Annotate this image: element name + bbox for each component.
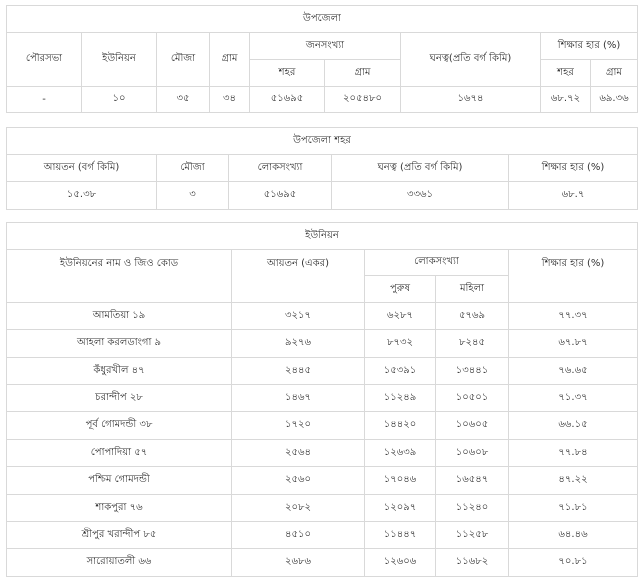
cell-area: ২৪৪৫ — [232, 358, 365, 385]
table-row — [7, 522, 638, 549]
cell-area: ১৫.৩৮ — [7, 182, 157, 210]
header-literacy: শিক্ষার হার (%) — [541, 33, 638, 60]
cell-population-rural: ২০৫৪৮০ — [325, 87, 401, 113]
header-literacy-rural: গ্রাম — [591, 60, 638, 87]
cell-area: ২৫৬০ — [232, 467, 365, 495]
cell-literacy: ৬৪.৪৬ — [509, 522, 638, 549]
header-literacy: শিক্ষার হার (%) — [509, 250, 638, 303]
cell-name: চরান্দীপ ২৮ — [7, 385, 232, 412]
cell-male: ১৪৪২০ — [365, 412, 436, 440]
cell-literacy-urban: ৬৮.৭২ — [541, 87, 591, 113]
header-population-urban: শহর — [250, 60, 325, 87]
cell-name: শ্রীপুর খরান্দীপ ৮৫ — [7, 522, 232, 549]
table-row — [7, 303, 638, 330]
upazila-table-title: উপজেলা — [7, 6, 638, 33]
table-row — [7, 87, 638, 113]
table-row — [7, 385, 638, 412]
header-population: লোকসংখ্যা — [365, 250, 509, 276]
cell-male: ১৫৩৯১ — [365, 358, 436, 385]
cell-literacy: ৬৭.৮৭ — [509, 330, 638, 358]
cell-male: ১২০৯৭ — [365, 495, 436, 522]
cell-male: ৮৭৩২ — [365, 330, 436, 358]
cell-female: ১৬৫৪৭ — [436, 467, 509, 495]
cell-literacy-rural: ৬৯.৩৬ — [591, 87, 638, 113]
header-population: লোকসংখ্যা — [229, 155, 332, 182]
header-density: ঘনত্ব(প্রতি বর্গ কিমি) — [401, 33, 541, 87]
header-density: ঘনত্ব (প্রতি বর্গ কিমি) — [332, 155, 509, 182]
cell-female: ১১২৪০ — [436, 495, 509, 522]
header-union-name: ইউনিয়নের নাম ও জিও কোড — [7, 250, 232, 303]
cell-population-urban: ৫১৬৯৫ — [250, 87, 325, 113]
cell-male: ১২৬৩৯ — [365, 440, 436, 467]
cell-population: ৫১৬৯৫ — [229, 182, 332, 210]
cell-area: ৪৫১০ — [232, 522, 365, 549]
upazila-town-table-title: উপজেলা শহর — [7, 128, 638, 155]
cell-literacy: ৪৭.২২ — [509, 467, 638, 495]
header-mouza: মৌজা — [157, 33, 210, 87]
cell-name: শাকপুরা ৭৬ — [7, 495, 232, 522]
cell-male: ৬২৮৭ — [365, 303, 436, 330]
table-row — [7, 330, 638, 358]
cell-literacy: ৭৬.৬৫ — [509, 358, 638, 385]
header-population: জনসংখ্যা — [250, 33, 401, 60]
header-union: ইউনিয়ন — [82, 33, 157, 87]
cell-literacy: ৬৮.৭ — [509, 182, 638, 210]
upazila-town-table — [6, 127, 638, 210]
cell-mouza: ৩৫ — [157, 87, 210, 113]
cell-union: ১০ — [82, 87, 157, 113]
header-female: মহিলা — [436, 276, 509, 303]
cell-literacy: ৭৭.৮৪ — [509, 440, 638, 467]
cell-mouza: ৩ — [157, 182, 229, 210]
cell-female: ১১৬৮২ — [436, 549, 509, 577]
cell-female: ১০৫০১ — [436, 385, 509, 412]
header-male: পুরুষ — [365, 276, 436, 303]
header-population-rural: গ্রাম — [325, 60, 401, 87]
union-table — [6, 222, 638, 577]
cell-female: ৫৭৬৯ — [436, 303, 509, 330]
cell-density: ১৬৭৪ — [401, 87, 541, 113]
table-row — [7, 440, 638, 467]
header-literacy: শিক্ষার হার (%) — [509, 155, 638, 182]
table-row — [7, 182, 638, 210]
cell-name: আমতিয়া ১৯ — [7, 303, 232, 330]
cell-male: ১৭০৪৬ — [365, 467, 436, 495]
header-area: আয়তন (একর) — [232, 250, 365, 303]
cell-village: ৩৪ — [210, 87, 250, 113]
header-literacy-urban: শহর — [541, 60, 591, 87]
cell-male: ১১৪৪৭ — [365, 522, 436, 549]
cell-female: ১০৬০৮ — [436, 440, 509, 467]
cell-area: ২৬৮৬ — [232, 549, 365, 577]
cell-pourashava: - — [7, 87, 82, 113]
table-row — [7, 412, 638, 440]
cell-area: ১৭২০ — [232, 412, 365, 440]
cell-name: সারোয়াতলী ৬৬ — [7, 549, 232, 577]
cell-literacy: ৬৬.১৫ — [509, 412, 638, 440]
table-row — [7, 358, 638, 385]
header-village: গ্রাম — [210, 33, 250, 87]
cell-female: ৮২৪৫ — [436, 330, 509, 358]
cell-literacy: ৭০.৮১ — [509, 549, 638, 577]
cell-literacy: ৭১.৮১ — [509, 495, 638, 522]
header-mouza: মৌজা — [157, 155, 229, 182]
cell-female: ১০৬০৫ — [436, 412, 509, 440]
cell-female: ১৩৪৪১ — [436, 358, 509, 385]
cell-density: ৩৩৬১ — [332, 182, 509, 210]
cell-area: ১৪৬৭ — [232, 385, 365, 412]
upazila-table — [6, 5, 638, 113]
header-pourashava: পৌরসভা — [7, 33, 82, 87]
header-area: আয়তন (বর্গ কিমি) — [7, 155, 157, 182]
table-row — [7, 467, 638, 495]
cell-female: ১১২৫৮ — [436, 522, 509, 549]
cell-name: পূর্ব গোমদন্ডী ৩৮ — [7, 412, 232, 440]
cell-male: ১১২৪৯ — [365, 385, 436, 412]
cell-literacy: ৭১.৩৭ — [509, 385, 638, 412]
cell-area: ২০৮২ — [232, 495, 365, 522]
cell-name: আহলা করলডাংগা ৯ — [7, 330, 232, 358]
union-table-title: ইউনিয়ন — [7, 223, 638, 250]
table-row — [7, 549, 638, 577]
cell-area: ৩২১৭ — [232, 303, 365, 330]
cell-area: ২৫৬৪ — [232, 440, 365, 467]
cell-name: কঁধুরখীল ৪৭ — [7, 358, 232, 385]
cell-name: পশ্চিম গোমদন্ডী — [7, 467, 232, 495]
table-row — [7, 495, 638, 522]
cell-area: ৯২৭৬ — [232, 330, 365, 358]
cell-male: ১২৬০৬ — [365, 549, 436, 577]
cell-name: পোপাদিয়া ৫৭ — [7, 440, 232, 467]
cell-literacy: ৭৭.৩৭ — [509, 303, 638, 330]
